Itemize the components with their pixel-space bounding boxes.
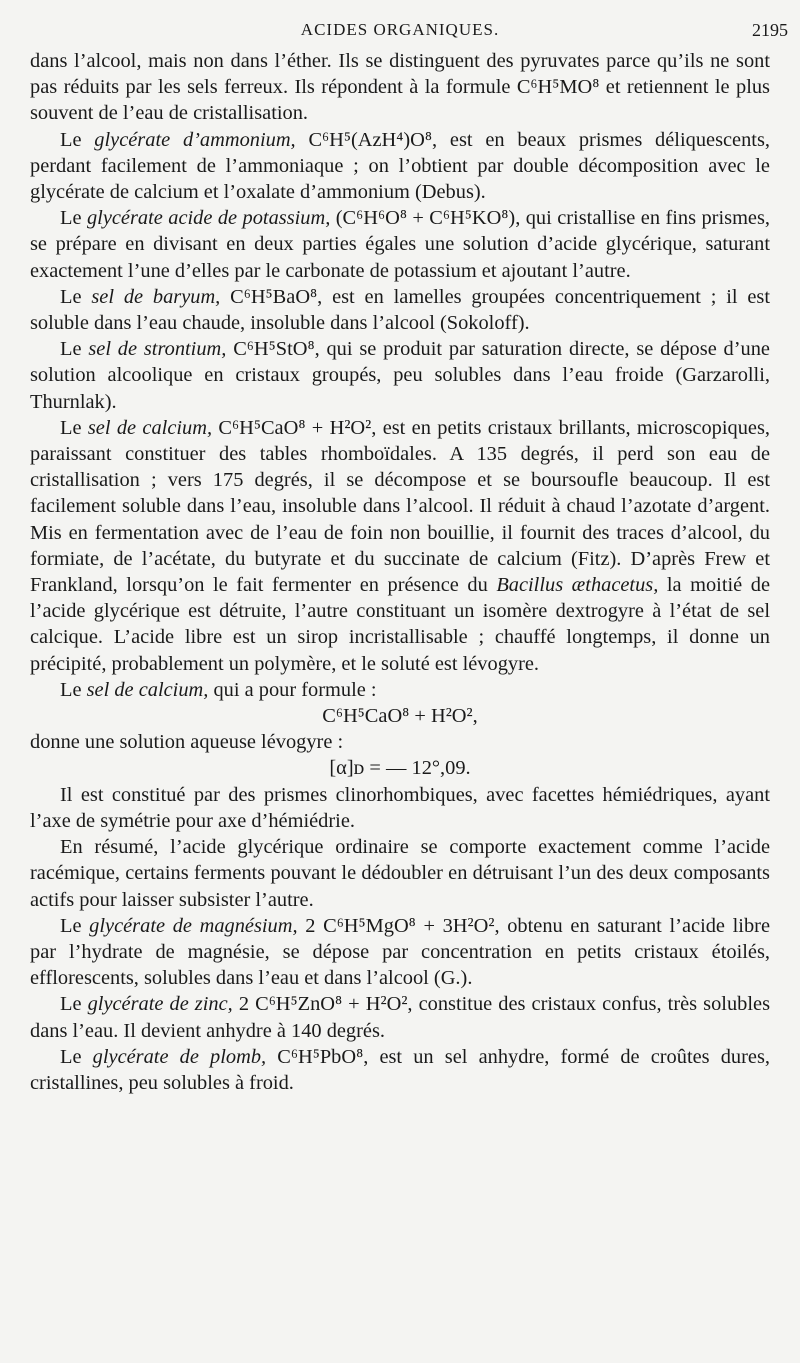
lead-text: Le bbox=[60, 678, 87, 701]
paragraph-text: donne une solution aqueuse lévogyre : bbox=[30, 731, 344, 754]
page-body bbox=[30, 48, 770, 1096]
paragraph-text: dans l’alcool, mais non dans l’éther. Ils se distinguent des pyruvates parce qu’ils ne sont pas réduits par les sels ferreux. Ils répondent à la formule C⁶H⁵MO⁸ et retiennent le plus souvent de l’eau de cristallisation. bbox=[30, 50, 770, 125]
lead-text: Le bbox=[60, 993, 88, 1016]
paragraph-sel-calcium bbox=[30, 415, 770, 677]
paragraph-resume bbox=[30, 834, 770, 913]
lead-text: Le bbox=[60, 338, 89, 361]
paragraph-text: C⁶H⁵(AzH⁴)O⁸, est en beaux prismes déliquescents, perdant facilement de l’ammoniaque ; on l’obtient par double décomposition avec le glycérate de calcium et l’oxalate d’ammonium (Debus). bbox=[30, 128, 770, 204]
page-header bbox=[0, 14, 800, 44]
term-sel-calcium: sel de calcium, bbox=[87, 416, 213, 439]
term-sel-calcium: sel de calcium, bbox=[86, 678, 209, 701]
running-title: ACIDES ORGANIQUES. bbox=[300, 20, 500, 39]
lead-text: Le bbox=[60, 416, 88, 439]
formula-calcium: C⁶H⁵CaO⁸ + H²O², bbox=[322, 705, 478, 728]
paragraph-glycerate-plomb bbox=[30, 1044, 770, 1096]
paragraph-glycerate-magnesium bbox=[30, 913, 770, 992]
term-sel-baryum: sel de baryum, bbox=[91, 285, 221, 308]
lead-text: Le bbox=[60, 1045, 93, 1068]
paragraph-text: C⁶H⁵StO⁸, qui se produit par saturation directe, se dépose d’une solution alcoolique en cristaux groupés, peu solubles dans l’eau froide (Garzarolli, Thurnlak). bbox=[30, 338, 770, 413]
term-glycerate-zinc: glycérate de zinc, bbox=[87, 993, 233, 1016]
paragraph-text: C⁶H⁵PbO⁸, est un sel anhydre, formé de croûtes dures, cristallines, peu solubles à froid. bbox=[30, 1045, 771, 1094]
paragraph-sel-calcium-formule bbox=[30, 677, 770, 703]
paragraph-glycerate-ammonium bbox=[30, 127, 770, 206]
paragraph-prismes bbox=[30, 782, 770, 834]
paragraph-glycerate-zinc bbox=[30, 991, 770, 1043]
paragraph-text: 2 C⁶H⁵ZnO⁸ + H²O², constitue des cristaux confus, très solubles dans l’eau. Il devient anhydre à 140 degrés. bbox=[30, 993, 770, 1042]
term-bacillus: Bacillus æthacetus, bbox=[496, 574, 659, 597]
paragraph-text: C⁶H⁵CaO⁸ + H²O², est en petits cristaux brillants, microscopiques, paraissant constituer des tables rhomboïdales. A 135 degrés, il perd son eau de cristallisation ; vers 175 degrés, il se décompose et se boursoufle beaucoup. Il est facilement soluble dans l’eau, insoluble dans l’alcool. Il réduit à chaud l’azotate d’argent. Mis en fermentation avec de l’eau de foin non bouillie, il fournit des traces d’alcool, du formiate, de l’acétate, du butyrate et du succinate de calcium (Fitz). D’après Frew et Frankland, lorsqu’on le fait fermenter en présence du bbox=[30, 416, 770, 597]
paragraph-sel-strontium bbox=[30, 336, 770, 415]
term-glycerate-plomb: glycérate de plomb, bbox=[92, 1045, 267, 1068]
paragraph-continuation bbox=[30, 48, 770, 127]
paragraph-text: 2 C⁶H⁵MgO⁸ + 3H²O², obtenu en saturant l’acide libre par l’hydrate de magnésie, se dépose par concentration en petits cristaux étoilés, efflorescents, solubles dans l’eau et dans l’alcool (G.). bbox=[30, 914, 770, 990]
paragraph-text: (C⁶H⁶O⁸ + C⁶H⁵KO⁸), qui cristallise en fins prismes, se prépare en divisant en deux parties égales une solution d’acide glycérique, saturant exactement l’une d’elles par le carbonate de potassium et ajoutant l’autre. bbox=[30, 207, 771, 282]
paragraph-levogyre bbox=[30, 729, 770, 755]
lead-text: Le bbox=[60, 914, 90, 937]
paragraph-text: En résumé, l’acide glycérique ordinaire se comporte exactement comme l’acide racémique, certains ferments pouvant le dédoubler en détruisant l’un des deux composants actifs pour laisser subsister l’autre. bbox=[30, 836, 770, 911]
page-number: 2195 bbox=[752, 20, 788, 40]
lead-text: Le bbox=[60, 285, 92, 308]
term-glycerate-ammonium: glycérate d’ammonium, bbox=[94, 128, 296, 151]
paragraph-text: qui a pour formule : bbox=[208, 678, 377, 701]
term-glycerate-magnesium: glycérate de magnésium, bbox=[89, 914, 298, 937]
paragraph-text: C⁶H⁵BaO⁸, est en lamelles groupées concentriquement ; il est soluble dans l’eau chaude, insoluble dans l’alcool (Sokoloff). bbox=[30, 285, 771, 335]
paragraph-sel-baryum bbox=[30, 284, 770, 336]
lead-text: Le bbox=[60, 128, 95, 151]
lead-text: Le bbox=[60, 207, 87, 230]
term-sel-strontium: sel de strontium, bbox=[88, 338, 227, 361]
term-glycerate-potassium: glycérate acide de potassium, bbox=[86, 207, 331, 230]
paragraph-text: la moitié de l’acide glycérique est détruite, l’autre constituant un isomère dextrogyre à l’état de sel calcique. L’acide libre est un sirop incristallisable ; chauffé longtemps, il donne un précipité, probablement un polymère, et le soluté est lévogyre. bbox=[30, 574, 771, 675]
paragraph-text: Il est constitué par des prismes clinorhombiques, avec facettes hémiédriques, ayant l’axe de symétrie pour axe d’hémiédrie. bbox=[30, 783, 770, 832]
paragraph-glycerate-potassium bbox=[30, 205, 770, 284]
formula-rotation: [α]ᴅ = — 12°,09. bbox=[329, 757, 471, 780]
